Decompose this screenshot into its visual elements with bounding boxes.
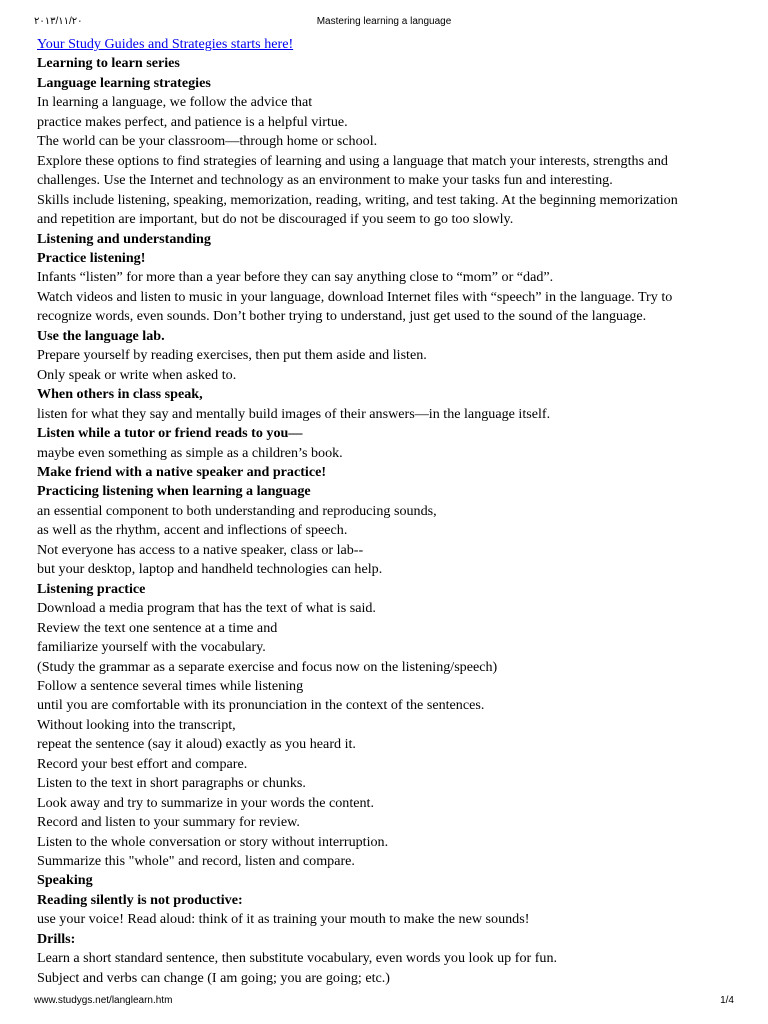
text-line: Listen to the whole conversation or story without interruption. — [37, 833, 389, 850]
text-line: Not everyone has access to a native speaker, class or lab-- — [37, 541, 364, 558]
section-heading: Language learning strategies — [37, 74, 211, 91]
section-heading: Use the language lab. — [37, 327, 165, 344]
text-line: recognize words, even sounds. Don’t bother trying to understand, just get used to the sound of the language. — [37, 308, 647, 325]
text-line: Record your best effort and compare. — [37, 755, 248, 772]
text-line: Learn a short standard sentence, then substitute vocabulary, even words you look up for fun. — [37, 950, 558, 967]
text-line: practice makes perfect, and patience is a helpful virtue. — [37, 113, 348, 130]
section-heading: Speaking — [37, 872, 93, 889]
section-heading: Listening practice — [37, 580, 146, 597]
page-footer — [0, 993, 768, 1009]
text-line: Summarize this "whole" and record, listen and compare. — [37, 853, 355, 870]
section-heading: Make friend with a native speaker and practice! — [37, 463, 327, 480]
text-line: as well as the rhythm, accent and inflections of speech. — [37, 522, 348, 539]
section-heading: Drills: — [37, 930, 76, 947]
text-line: Infants “listen” for more than a year before they can say anything close to “mom” or “dad”. — [37, 269, 554, 286]
text-line: use your voice! Read aloud: think of it as training your mouth to make the new sounds! — [37, 911, 530, 928]
section-heading: Reading silently is not productive: — [37, 891, 243, 908]
text-line: Without looking into the transcript, — [37, 716, 236, 733]
section-heading: Learning to learn series — [37, 55, 180, 72]
text-line: Listen to the text in short paragraphs or chunks. — [37, 775, 306, 792]
text-line: listen for what they say and mentally build images of their answers—in the language itself. — [37, 405, 551, 422]
text-line: Skills include listening, speaking, memorization, reading, writing, and test taking. At the beginning memorization — [37, 191, 678, 208]
text-line: Subject and verbs can change (I am going; you are going; etc.) — [37, 969, 391, 986]
document-body — [37, 35, 747, 988]
text-line: Watch videos and listen to music in your language, download Internet files with “speech” in the language. Try to — [37, 288, 673, 305]
text-line: In learning a language, we follow the advice that — [37, 94, 313, 111]
text-line: challenges. Use the Internet and technology as an environment to make your tasks fun and interesting. — [37, 172, 613, 189]
page-header — [0, 14, 768, 30]
text-line: repeat the sentence (say it aloud) exactly as you heard it. — [37, 736, 356, 753]
text-line: Download a media program that has the text of what is said. — [37, 600, 376, 617]
text-line: Record and listen to your summary for review. — [37, 814, 300, 831]
footer-url: www.studygs.net/langlearn.htm — [34, 995, 173, 1006]
text-line: Follow a sentence several times while listening — [37, 677, 304, 694]
text-line: but your desktop, laptop and handheld technologies can help. — [37, 561, 383, 578]
section-heading: Listen while a tutor or friend reads to you— — [37, 425, 303, 442]
text-line: Explore these options to find strategies of learning and using a language that match your interests, strengths and — [37, 152, 668, 169]
text-line: (Study the grammar as a separate exercise and focus now on the listening/speech) — [37, 658, 498, 675]
text-line: Prepare yourself by reading exercises, then put them aside and listen. — [37, 347, 427, 364]
study-guides-link[interactable]: Your Study Guides and Strategies starts here! — [37, 36, 294, 52]
header-title: Mastering learning a language — [316, 16, 452, 27]
text-line: maybe even something as simple as a children’s book. — [37, 444, 343, 461]
section-heading: Practice listening! — [37, 249, 146, 266]
section-heading: Listening and understanding — [37, 230, 211, 247]
section-heading: When others in class speak, — [37, 386, 203, 403]
text-line: Look away and try to summarize in your words the content. — [37, 794, 374, 811]
text-line: Review the text one sentence at a time and — [37, 619, 278, 636]
text-line: Only speak or write when asked to. — [37, 366, 237, 383]
text-line: The world can be your classroom—through home or school. — [37, 133, 378, 150]
text-line: until you are comfortable with its pronunciation in the context of the sentences. — [37, 697, 485, 714]
header-date: ٢٠١٣/١١/٢٠ — [34, 16, 83, 27]
section-heading: Practicing listening when learning a language — [37, 483, 311, 500]
footer-page-number: 1/4 — [720, 995, 734, 1006]
text-line: familiarize yourself with the vocabulary. — [37, 639, 266, 656]
text-line: and repetition are important, but do not be discouraged if you seem to go too slowly. — [37, 211, 514, 228]
text-line: an essential component to both understanding and reproducing sounds, — [37, 502, 437, 519]
